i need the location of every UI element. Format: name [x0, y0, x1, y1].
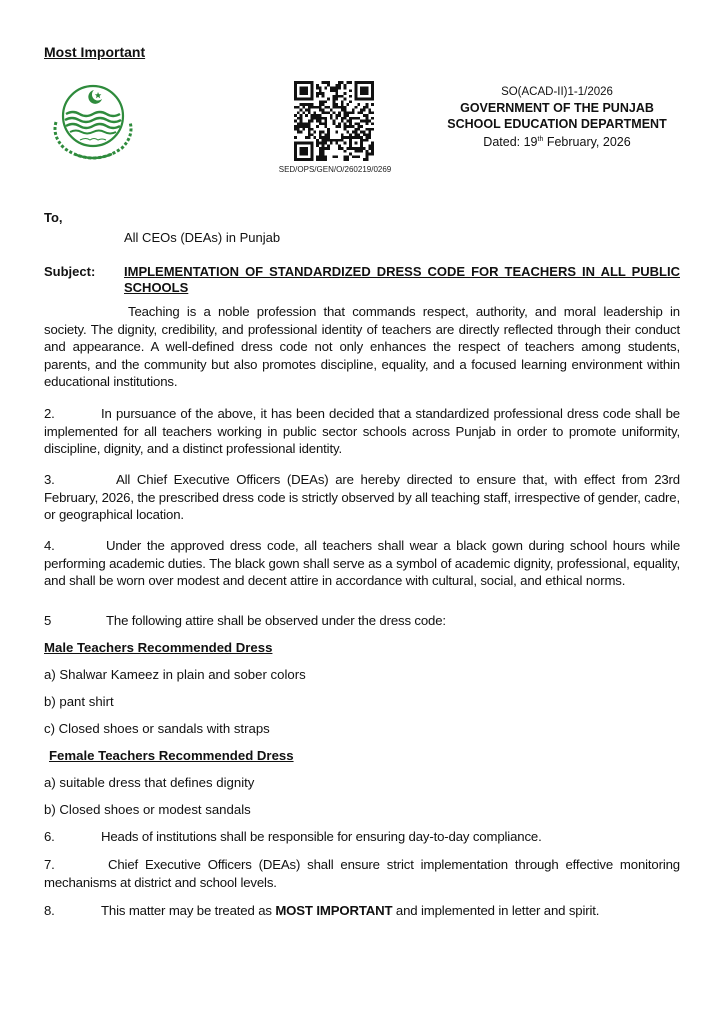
paragraph-number: 8.: [44, 903, 55, 918]
female-dress-heading: Female Teachers Recommended Dress: [49, 748, 294, 763]
recipient: All CEOs (DEAs) in Punjab: [124, 230, 281, 245]
date-line: [432, 132, 682, 150]
paragraph-text: The following attire shall be observed under the dress code:: [106, 613, 446, 628]
paragraph-1: [44, 303, 680, 391]
to-label: To,: [44, 210, 63, 225]
priority-label: Most Important: [44, 44, 146, 60]
paragraph-2: [44, 405, 680, 458]
paragraph-number: 3.: [44, 472, 55, 487]
punjab-emblem-logo: [44, 78, 142, 162]
paragraph-text: Teaching is a noble profession that commands respect, authority, and moral leadership in society. The dignity, credibility, and professional identity of teachers are directly reflected through their conduct and appearance. A well-defined dress code not only enhances the respect of teachers among students, parents, and the community but also promotes discipline, equality, and a focused learning environment within educational institutions.: [44, 304, 680, 389]
letterhead: [432, 84, 682, 150]
subject-text: IMPLEMENTATION OF STANDARDIZED DRESS CODE FOR TEACHERS IN ALL PUBLIC SCHOOLS: [124, 264, 680, 295]
male-dress-item: a) Shalwar Kameez in plain and sober colors: [44, 667, 306, 682]
date-ordinal: th: [537, 136, 544, 143]
female-dress-item: b) Closed shoes or modest sandals: [44, 802, 251, 817]
paragraph-number: 4.: [44, 538, 55, 553]
paragraph-text: This matter may be treated as: [101, 903, 276, 918]
department-name: SCHOOL EDUCATION DEPARTMENT: [447, 117, 667, 131]
qr-code: [294, 81, 374, 161]
date-suffix: February, 2026: [543, 135, 631, 150]
paragraph-8: [44, 902, 680, 920]
paragraph-number: 5: [44, 613, 52, 628]
paragraph-7: [44, 856, 680, 891]
male-dress-item: b) pant shirt: [44, 694, 114, 709]
paragraph-number: 6.: [44, 829, 55, 844]
male-dress-heading: Male Teachers Recommended Dress: [44, 640, 273, 655]
paragraph-3: [44, 471, 680, 524]
qr-reference-number: SED/OPS/GEN/O/260219/0269: [278, 165, 392, 174]
reference-number: SO(ACAD-II)1-1/2026: [501, 86, 613, 98]
subject-label: Subject:: [44, 264, 96, 279]
paragraph-text: Chief Executive Officers (DEAs) shall ensure strict implementation through effective monitoring mechanisms at district and school levels.: [44, 857, 680, 890]
paragraph-text: and implemented in letter and spirit.: [392, 903, 600, 918]
paragraph-number: 2.: [44, 406, 55, 421]
female-dress-item: a) suitable dress that defines dignity: [44, 775, 255, 790]
male-dress-item: c) Closed shoes or sandals with straps: [44, 721, 270, 736]
paragraph-number: 7.: [44, 857, 55, 872]
paragraph-text: All Chief Executive Officers (DEAs) are hereby directed to ensure that, with effect from 23rd February, 2026, the prescribed dress code is strictly observed by all teaching staff, irrespective of gender, cadre, or geographical location.: [44, 472, 680, 522]
emphasis-most-important: MOST IMPORTANT: [275, 903, 393, 918]
paragraph-text: Heads of institutions shall be responsible for ensuring day-to-day compliance.: [101, 829, 542, 844]
paragraph-6: [44, 828, 680, 846]
paragraph-text: Under the approved dress code, all teachers shall wear a black gown during school hours while performing academic duties. The black gown shall serve as a symbol of academic dignity, professional, equality, and shall be worn over modest and decent attire in accordance with cultural, social, and ethical norms.: [44, 538, 680, 588]
date-prefix: Dated: 19: [483, 135, 538, 150]
paragraph-4: [44, 537, 680, 590]
government-name: GOVERNMENT OF THE PUNJAB: [460, 101, 654, 115]
paragraph-text: In pursuance of the above, it has been decided that a standardized professional dress code shall be implemented for all teachers working in public sector schools across Punjab in order to promote uniformity, discipline, dignity, and a distinct professional identity.: [44, 406, 680, 456]
paragraph-5: [44, 612, 680, 630]
